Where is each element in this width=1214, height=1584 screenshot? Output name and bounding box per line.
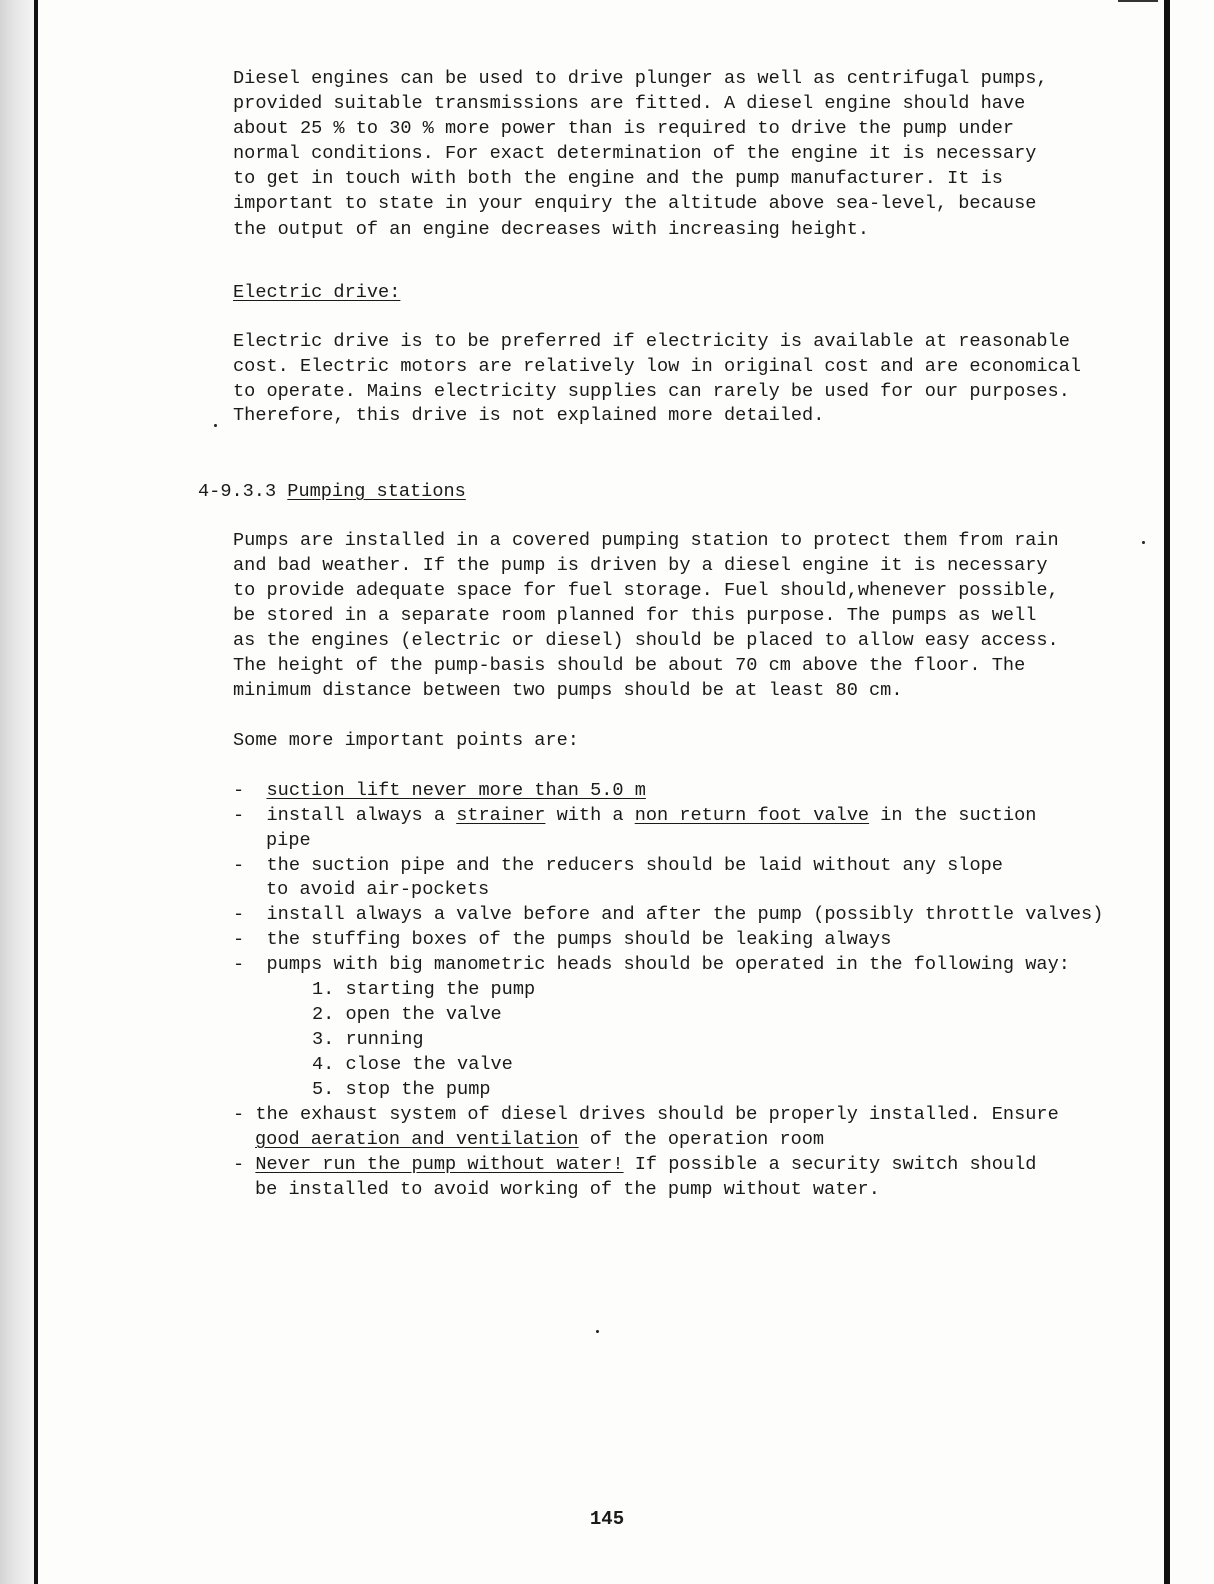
bullet-dash: -: [233, 855, 245, 876]
intro-line: about 25 % to 30 % more power than is required to drive the pump under: [233, 118, 1015, 139]
scan-border-left: [34, 0, 38, 1584]
station-line: and bad weather. If the pump is driven by a diesel engine it is necessary: [233, 555, 1048, 576]
step-item: 5. stop the pump: [312, 1079, 491, 1100]
scan-shadow-left: [0, 0, 34, 1584]
list-item-continuation: pipe: [266, 830, 311, 851]
bullet-dash: -: [233, 780, 245, 801]
bullet-dash: -: [233, 1154, 245, 1175]
points-intro: Some more important points are:: [233, 730, 579, 751]
scan-speck: [1142, 541, 1145, 544]
station-line: as the engines (electric or diesel) should be placed to allow easy access.: [233, 630, 1059, 651]
electric-drive-heading: Electric drive:: [233, 282, 401, 303]
intro-line: Diesel engines can be used to drive plunger as well as centrifugal pumps,: [233, 68, 1048, 89]
scan-mark-top: [1118, 0, 1158, 2]
bullet-dash: -: [233, 904, 245, 925]
intro-line: to get in touch with both the engine and the pump manufacturer. It is: [233, 168, 1003, 189]
intro-line: the output of an engine decreases with increasing height.: [233, 219, 870, 240]
station-line: minimum distance between two pumps should be at least 80 cm.: [233, 680, 903, 701]
list-item: - the exhaust system of diesel drives should be properly installed. Ensure: [233, 1104, 1059, 1125]
list-item-continuation: good aeration and ventilation of the operation room: [255, 1129, 825, 1150]
step-item: 2. open the valve: [312, 1004, 502, 1025]
electric-line: cost. Electric motors are relatively low in original cost and are economical: [233, 356, 1082, 377]
station-line: be stored in a separate room planned for this purpose. The pumps as well: [233, 605, 1037, 626]
station-line: The height of the pump-basis should be about 70 cm above the floor. The: [233, 655, 1026, 676]
list-item: - the suction pipe and the reducers should be laid without any slope: [233, 855, 1003, 876]
bullet-dash: -: [233, 929, 245, 950]
scan-speck: [214, 424, 217, 427]
intro-line: normal conditions. For exact determination of the engine it is necessary: [233, 143, 1037, 164]
step-item: 4. close the valve: [312, 1054, 513, 1075]
step-item: 3. running: [312, 1029, 424, 1050]
section-heading: [198, 480, 466, 504]
station-line: Pumps are installed in a covered pumping station to protect them from rain: [233, 530, 1059, 551]
bullet-dash: -: [233, 1104, 245, 1125]
list-item: - install always a strainer with a non return foot valve in the suction: [233, 805, 1037, 826]
bullet-dash: -: [233, 805, 245, 826]
page-number: 145: [589, 1508, 625, 1530]
intro-line: important to state in your enquiry the altitude above sea-level, because: [233, 193, 1037, 214]
list-item: - Never run the pump without water! If possible a security switch should: [233, 1154, 1037, 1175]
scan-speck: [596, 1330, 599, 1333]
scan-border-right: [1164, 0, 1170, 1584]
section-title: Pumping stations: [287, 481, 466, 502]
step-item: 1. starting the pump: [312, 979, 536, 1000]
electric-line: Electric drive is to be preferred if electricity is available at reasonable: [233, 331, 1070, 352]
list-item-continuation: be installed to avoid working of the pump without water.: [255, 1179, 880, 1200]
list-item: - the stuffing boxes of the pumps should be leaking always: [233, 929, 892, 950]
section-number: 4-9.3.3: [198, 481, 277, 502]
intro-line: provided suitable transmissions are fitted. A diesel engine should have: [233, 93, 1026, 114]
list-item: - pumps with big manometric heads should be operated in the following way:: [233, 954, 1070, 975]
list-item: - suction lift never more than 5.0 m: [233, 780, 646, 801]
electric-line: Therefore, this drive is not explained more detailed.: [233, 405, 825, 426]
electric-line: to operate. Mains electricity supplies can rarely be used for our purposes.: [233, 381, 1070, 402]
list-item: - install always a valve before and after the pump (possibly throttle valves): [233, 904, 1104, 925]
bullet-dash: -: [233, 954, 245, 975]
station-line: to provide adequate space for fuel storage. Fuel should,whenever possible,: [233, 580, 1059, 601]
list-item-continuation: to avoid air-pockets: [266, 879, 490, 900]
